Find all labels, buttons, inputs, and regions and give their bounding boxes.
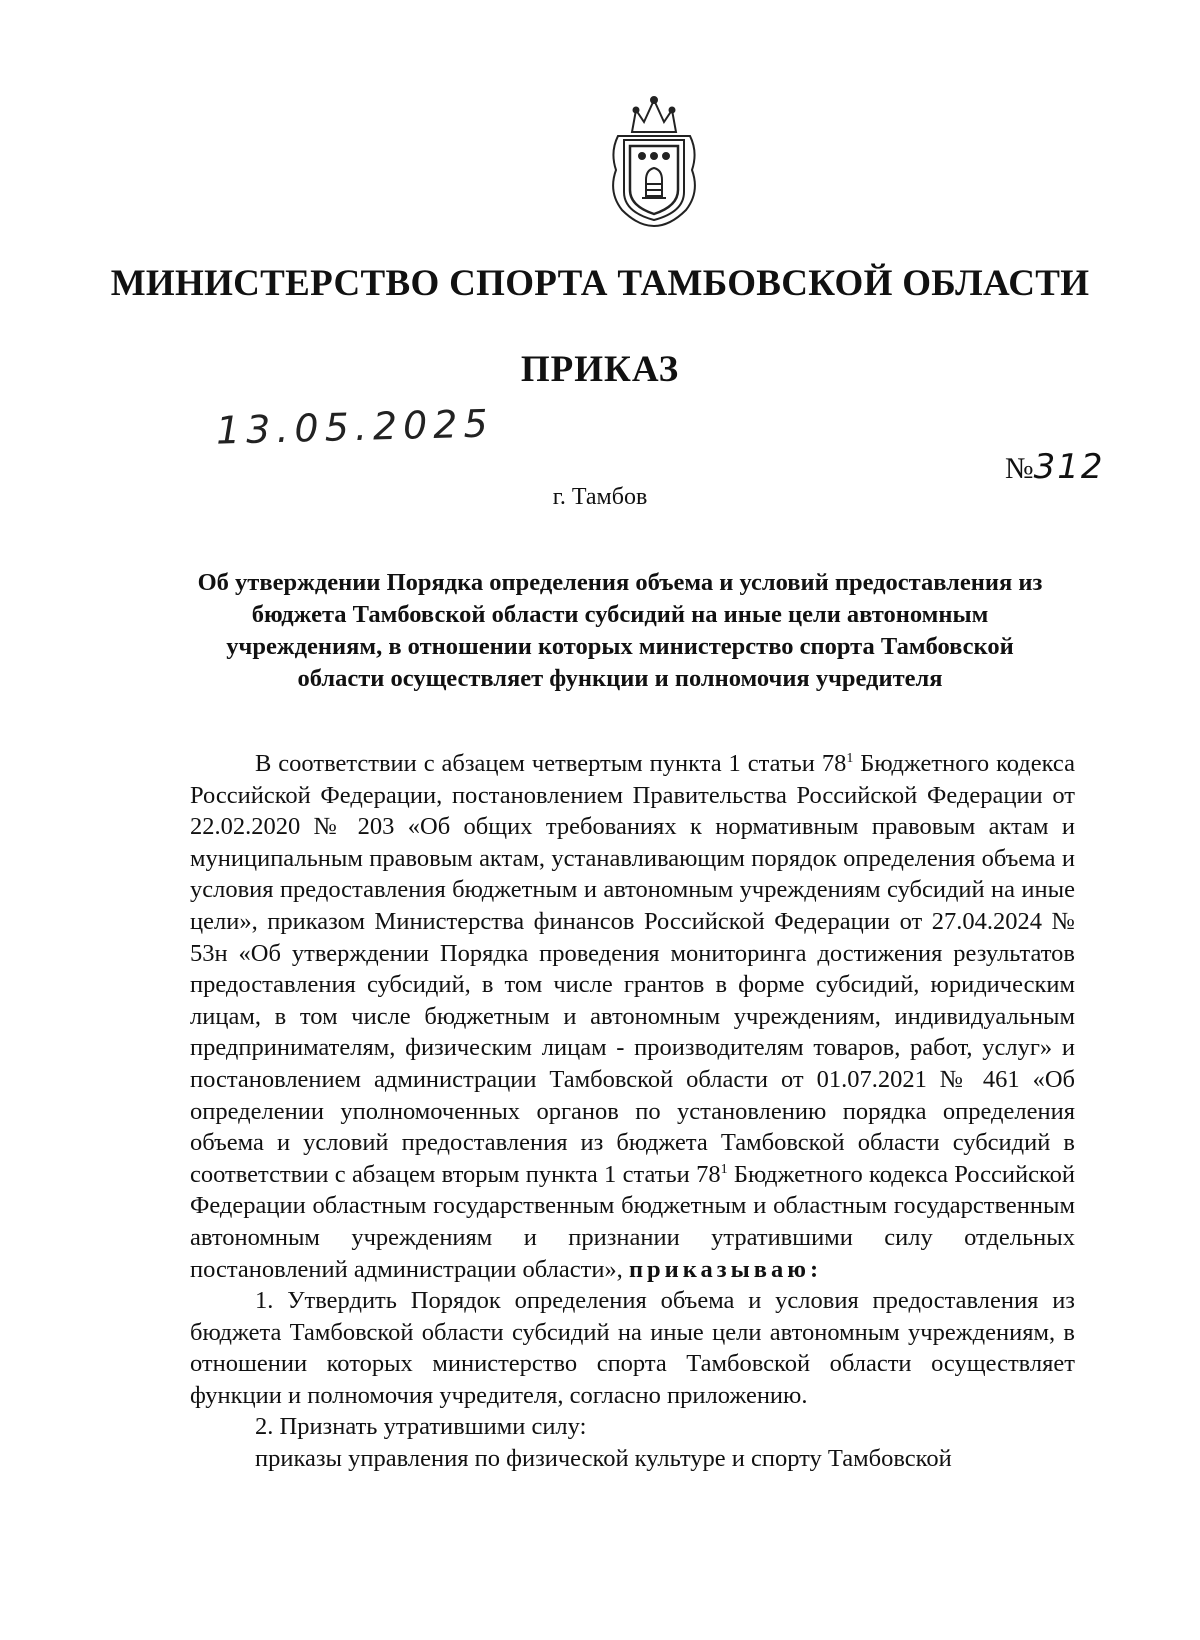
superscript-2: 1 (720, 1161, 728, 1177)
preamble-text-1: В соответствии с абзацем четвертым пункта 1 статьи 78 (255, 750, 847, 777)
handwritten-date: 13.05.2025 (215, 401, 495, 453)
city-line: г. Тамбов (552, 484, 648, 510)
handwritten-number: 312 (1033, 447, 1105, 487)
tambov-oblast-coat-of-arms-icon (602, 92, 706, 230)
ministry-title: МИНИСТЕРСТВО СПОРТА ТАМБОВСКОЙ ОБЛАСТИ (110, 263, 1090, 304)
preamble-text-3: Бюджетного кодекса Российской Федерации областным государственным бюджетным и областным государственным автономным учреждениям и признании утратившими силу отдельных постановлений администрации области», (190, 1160, 1076, 1283)
order-subject: Об утверждении Порядка определения объема и условий предоставления из бюджета Тамбовской области субсидий на иные цели автономным учреждениям, в отношении которых министерство спорта Тамбовской области осуществляет функции и полномочия учредителя (197, 569, 1043, 692)
order-word: приказываю: (628, 1255, 823, 1283)
order-number (1005, 447, 1105, 487)
document-type: ПРИКАЗ (520, 349, 680, 390)
preamble-text-2: Бюджетного кодекса Российской Федерации, постановлением Правительства Российской Федерации от 22.02.2020 № 203 «Об общих требованиях к нормативным правовым актам и муниципальным правовым актам, устанавливающим порядок определения объема и условия предоставления бюджетным и автономным учреждениям субсидий на иные цели», приказом Министерства финансов Российской Федерации от 27.04.2024 № 53н «Об утверждении Порядка проведения мониторинга достижения результатов предоставления субсидий, в том числе грантов в форме субсидий, юридическим лицам, в том числе бюджетным и автономным учреждениям, индивидуальным предпринимателям, физическим лицам - производителям товаров, работ, услуг» и постановлением администрации Тамбовской области от 01.07.2021 № 461 «Об определении уполномоченных органов по установлению порядка определения объема и условий предоставления из бюджета Тамбовской области субсидий в соответствии с абзацем вторым пункта 1 статьи 78 (190, 750, 1075, 1188)
item-1: 1. Утвердить Порядок определения объема и условия предоставления из бюджета Тамбовской области субсидий на иные цели автономным учреждениям, в отношении которых министерство спорта Тамбовской области осуществляет функции и полномочия учредителя, согласно приложению. (190, 1287, 1075, 1409)
preamble-paragraph (190, 748, 1075, 1285)
number-sign: № (1005, 452, 1034, 485)
item-2: 2. Признать утратившими силу: (255, 1413, 587, 1441)
superscript-1: 1 (846, 750, 854, 766)
order-body (190, 748, 1075, 1475)
item-2-text: приказы управления по физической культуре и спорту Тамбовской (255, 1445, 952, 1473)
